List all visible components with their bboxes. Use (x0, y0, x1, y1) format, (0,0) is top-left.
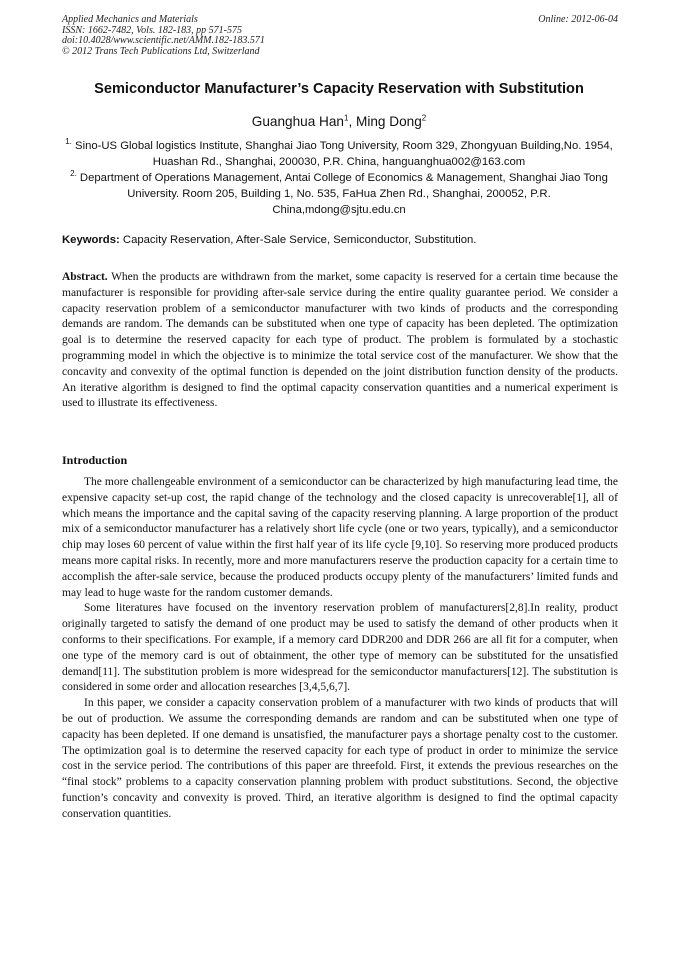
body-paragraph: The more challengeable environment of a semiconductor can be characterized by high manufacturing lead time, the expensive capacity set-up cost, the rapid change of the technology and the closed capacity is unrecoverable[1], all of which means the importance and the capital saving of the capacity reserving planning. A large proportion of the product mix of a semiconductor manufacturer has a relatively short life cycle (one or two years, typically), and a semiconductor chip may loses 60 percent of value within the first half year of its life cycle [9,10]. So reserving more produced products means more capital risks. In recently, more and more manufacturers reserve the production capacity for a certain time to accomplish the after-sale service, because the produced products occupy plenty of the manufacturers’ limited funds and may lead to huge waste for the random customer demands. (62, 476, 618, 599)
journal-header (62, 15, 618, 57)
section-heading-introduction: Introduction (62, 453, 128, 467)
affiliation-text: Sino-US Global logistics Institute, Shanghai Jiao Tong University, Room 329, Zhongyuan Building,No. 1954, Huashan Rd., Shanghai, 200030, P.R. China, hanguanghua002@163.com (71, 140, 613, 168)
keywords-text: Capacity Reservation, After-Sale Service, Semiconductor, Substitution. (119, 234, 477, 246)
copyright-line: © 2012 Trans Tech Publications Ltd, Switzerland (62, 45, 260, 57)
affiliation-1 (60, 138, 618, 170)
online-date: Online: 2012-06-04 (538, 14, 618, 25)
abstract (62, 270, 618, 412)
author-name: Guanghua Han (251, 114, 344, 129)
author-list (40, 114, 638, 129)
body-paragraph: Some literatures have focused on the inventory reservation problem of manufacturers[2,8].In reality, product originally targeted to satisfy the demand of one product may be used to satisfy the demand of other products when it conforms to their specifications. For example, if a memory card DDR200 and DDR 266 are all fit for a computer, when one type of the memory card is out of obtainment, the other type of memory can be substituted for the unsatisfied demand[11]. The substitution problem is more widespread for the semiconductor manufacturers[12]. The substitution is considered in some order and allocation researches [3,4,5,6,7]. (62, 602, 618, 694)
keywords (62, 234, 618, 246)
introduction-body (62, 475, 618, 823)
issn-line: ISSN: 1662-7482, Vols. 182-183, pp 571-575 (62, 24, 242, 36)
author-separator: , (348, 114, 357, 129)
affiliation-number: 1. (65, 137, 72, 147)
paper-title: Semiconductor Manufacturer’s Capacity Reservation with Substitution (94, 81, 584, 97)
affiliation-2 (60, 170, 618, 218)
keywords-label: Keywords: (62, 234, 120, 246)
abstract-text: When the products are withdrawn from the market, some capacity is reserved for a certain time because the manufacturer is responsible for providing after-sale service during the entire quality guarantee period. We consider a capacity reservation problem of a semiconductor manufacturer with two kinds of products and the corresponding demands are random. The demands can be substituted when one type of capacity has been depleted. The optimization goal is to determine the reserved capacity for each type of product. The problem is formulated by a stochastic programming model in which the objective is to minimize the total service cost of the manufacturer. We show that the concavity and convexity of the optimal function is depended on the joint distribution function density of the products. An iterative algorithm is designed to find the optimal capacity conservation quantities and a numerical experiment is used to illustrate its effectiveness. (62, 271, 618, 410)
doi-line: doi:10.4028/www.scientific.net/AMM.182-183.571 (62, 35, 265, 46)
body-paragraph: In this paper, we consider a capacity conservation problem of a manufacturer with two kinds of products that will be out of production. We assume the corresponding demands are random and can be substituted when one type of capacity has been depleted. If one demand is unsatisfied, the manufacturer pays a shortage penalty cost to the customer. The optimization goal is to determine the reserved capacity for each type of product in order to minimize the service cost in the service period. The contributions of this paper are threefold. First, it extends the previous researches on the “final stock” problems to a capacity conservation planning problem with product substitutions. Second, the objective function’s concavity and convexity is proved. Third, an iterative algorithm is designed to find the optimal capacity conservation quantities. (62, 697, 618, 820)
affiliations (60, 138, 618, 218)
abstract-label: Abstract. (62, 271, 108, 283)
affiliation-text: Department of Operations Management, Antai College of Economics & Management, Shanghai Jiao Tong University. Room 205, Building 1, No. 535, FaHua Zhen Rd., Shanghai, 200052, P.R. China,mdong@sjtu.edu.cn (76, 172, 608, 216)
author-affil-mark: 2 (421, 113, 427, 123)
journal-name: Applied Mechanics and Materials (62, 14, 198, 25)
author-name: Ming Dong (356, 114, 422, 129)
affiliation-number: 2. (70, 169, 77, 179)
author-affil-mark: 1 (344, 113, 349, 123)
